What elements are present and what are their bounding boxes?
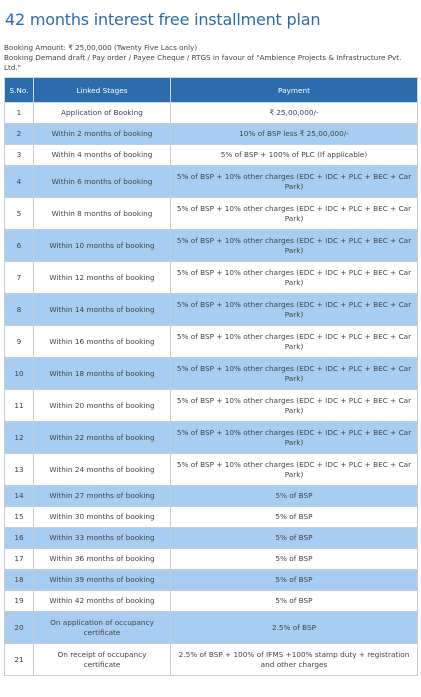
cell-linked-stage: Within 27 months of booking (34, 486, 171, 507)
header-linked-stages: Linked Stages (34, 78, 171, 103)
cell-linked-stage: Within 2 months of booking (34, 124, 171, 145)
cell-sno: 19 (5, 591, 34, 612)
table-row (5, 612, 418, 644)
cell-linked-stage: Within 36 months of booking (34, 549, 171, 570)
table-row (5, 124, 418, 145)
cell-payment: ₹ 25,00,000/- (171, 103, 418, 124)
table-row (5, 528, 418, 549)
cell-linked-stage: Within 42 months of booking (34, 591, 171, 612)
cell-payment: 5% of BSP + 10% other charges (EDC + IDC + PLC + BEC + Car Park) (171, 358, 418, 390)
payment-plan-table (4, 77, 418, 676)
cell-sno: 16 (5, 528, 34, 549)
cell-payment: 5% of BSP (171, 570, 418, 591)
table-row (5, 145, 418, 166)
cell-linked-stage: Within 10 months of booking (34, 230, 171, 262)
cell-payment: 5% of BSP (171, 486, 418, 507)
table-row (5, 262, 418, 294)
booking-info (4, 43, 417, 73)
table-row (5, 103, 418, 124)
cell-payment: 5% of BSP + 10% other charges (EDC + IDC + PLC + BEC + Car Park) (171, 390, 418, 422)
table-row (5, 198, 418, 230)
cell-sno: 1 (5, 103, 34, 124)
cell-sno: 15 (5, 507, 34, 528)
cell-payment: 5% of BSP (171, 507, 418, 528)
cell-linked-stage: Within 20 months of booking (34, 390, 171, 422)
table-row (5, 570, 418, 591)
cell-linked-stage: Within 8 months of booking (34, 198, 171, 230)
cell-sno: 14 (5, 486, 34, 507)
cell-sno: 21 (5, 644, 34, 676)
cell-sno: 13 (5, 454, 34, 486)
cell-linked-stage: Within 18 months of booking (34, 358, 171, 390)
cell-payment: 5% of BSP + 100% of PLC (If applicable) (171, 145, 418, 166)
cell-linked-stage: Within 30 months of booking (34, 507, 171, 528)
table-row (5, 486, 418, 507)
table-row (5, 166, 418, 198)
cell-payment: 5% of BSP + 10% other charges (EDC + IDC + PLC + BEC + Car Park) (171, 230, 418, 262)
table-row (5, 422, 418, 454)
cell-linked-stage: Within 24 months of booking (34, 454, 171, 486)
cell-payment: 5% of BSP (171, 591, 418, 612)
cell-payment: 5% of BSP (171, 549, 418, 570)
table-body (5, 103, 418, 676)
cell-linked-stage: On application of occupancy certificate (34, 612, 171, 644)
cell-linked-stage: Within 22 months of booking (34, 422, 171, 454)
table-row (5, 549, 418, 570)
cell-sno: 17 (5, 549, 34, 570)
cell-payment: 5% of BSP + 10% other charges (EDC + IDC + PLC + BEC + Car Park) (171, 166, 418, 198)
table-row (5, 644, 418, 676)
cell-sno: 20 (5, 612, 34, 644)
cell-payment: 5% of BSP (171, 528, 418, 549)
booking-demand-text: Booking Demand draft / Pay order / Payee Cheque / RTGS in favour of "Ambience Projects & Infrastructure Pvt. Ltd." (4, 53, 402, 72)
cell-sno: 5 (5, 198, 34, 230)
cell-linked-stage: Within 39 months of booking (34, 570, 171, 591)
cell-linked-stage: Within 6 months of booking (34, 166, 171, 198)
cell-sno: 10 (5, 358, 34, 390)
cell-sno: 9 (5, 326, 34, 358)
cell-linked-stage: On receipt of occupancy certificate (34, 644, 171, 676)
cell-payment: 5% of BSP + 10% other charges (EDC + IDC + PLC + BEC + Car Park) (171, 262, 418, 294)
booking-amount-text: Booking Amount: ₹ 25,00,000 (Twenty Five Lacs only) (4, 43, 198, 52)
header-payment: Payment (171, 78, 418, 103)
page-title: 42 months interest free installment plan (5, 10, 321, 29)
cell-linked-stage: Within 14 months of booking (34, 294, 171, 326)
cell-payment: 10% of BSP less ₹ 25,00,000/- (171, 124, 418, 145)
cell-payment: 5% of BSP + 10% other charges (EDC + IDC + PLC + BEC + Car Park) (171, 294, 418, 326)
cell-sno: 2 (5, 124, 34, 145)
cell-sno: 8 (5, 294, 34, 326)
cell-payment: 5% of BSP + 10% other charges (EDC + IDC + PLC + BEC + Car Park) (171, 454, 418, 486)
table-row (5, 294, 418, 326)
cell-sno: 11 (5, 390, 34, 422)
cell-linked-stage: Within 33 months of booking (34, 528, 171, 549)
cell-linked-stage: Within 16 months of booking (34, 326, 171, 358)
table-row (5, 326, 418, 358)
table-row (5, 390, 418, 422)
cell-payment: 2.5% of BSP (171, 612, 418, 644)
cell-payment: 2.5% of BSP + 100% of IFMS +100% stamp duty + registration and other charges (171, 644, 418, 676)
cell-payment: 5% of BSP + 10% other charges (EDC + IDC + PLC + BEC + Car Park) (171, 326, 418, 358)
table-header-row (5, 78, 418, 103)
table-row (5, 591, 418, 612)
cell-sno: 18 (5, 570, 34, 591)
cell-sno: 6 (5, 230, 34, 262)
cell-sno: 12 (5, 422, 34, 454)
cell-payment: 5% of BSP + 10% other charges (EDC + IDC + PLC + BEC + Car Park) (171, 198, 418, 230)
header-sno: S.No. (5, 78, 34, 103)
cell-linked-stage: Within 12 months of booking (34, 262, 171, 294)
table-row (5, 230, 418, 262)
table-row (5, 507, 418, 528)
table-row (5, 358, 418, 390)
table-row (5, 454, 418, 486)
cell-sno: 3 (5, 145, 34, 166)
cell-linked-stage: Within 4 months of booking (34, 145, 171, 166)
cell-sno: 4 (5, 166, 34, 198)
cell-linked-stage: Application of Booking (34, 103, 171, 124)
cell-sno: 7 (5, 262, 34, 294)
cell-payment: 5% of BSP + 10% other charges (EDC + IDC + PLC + BEC + Car Park) (171, 422, 418, 454)
